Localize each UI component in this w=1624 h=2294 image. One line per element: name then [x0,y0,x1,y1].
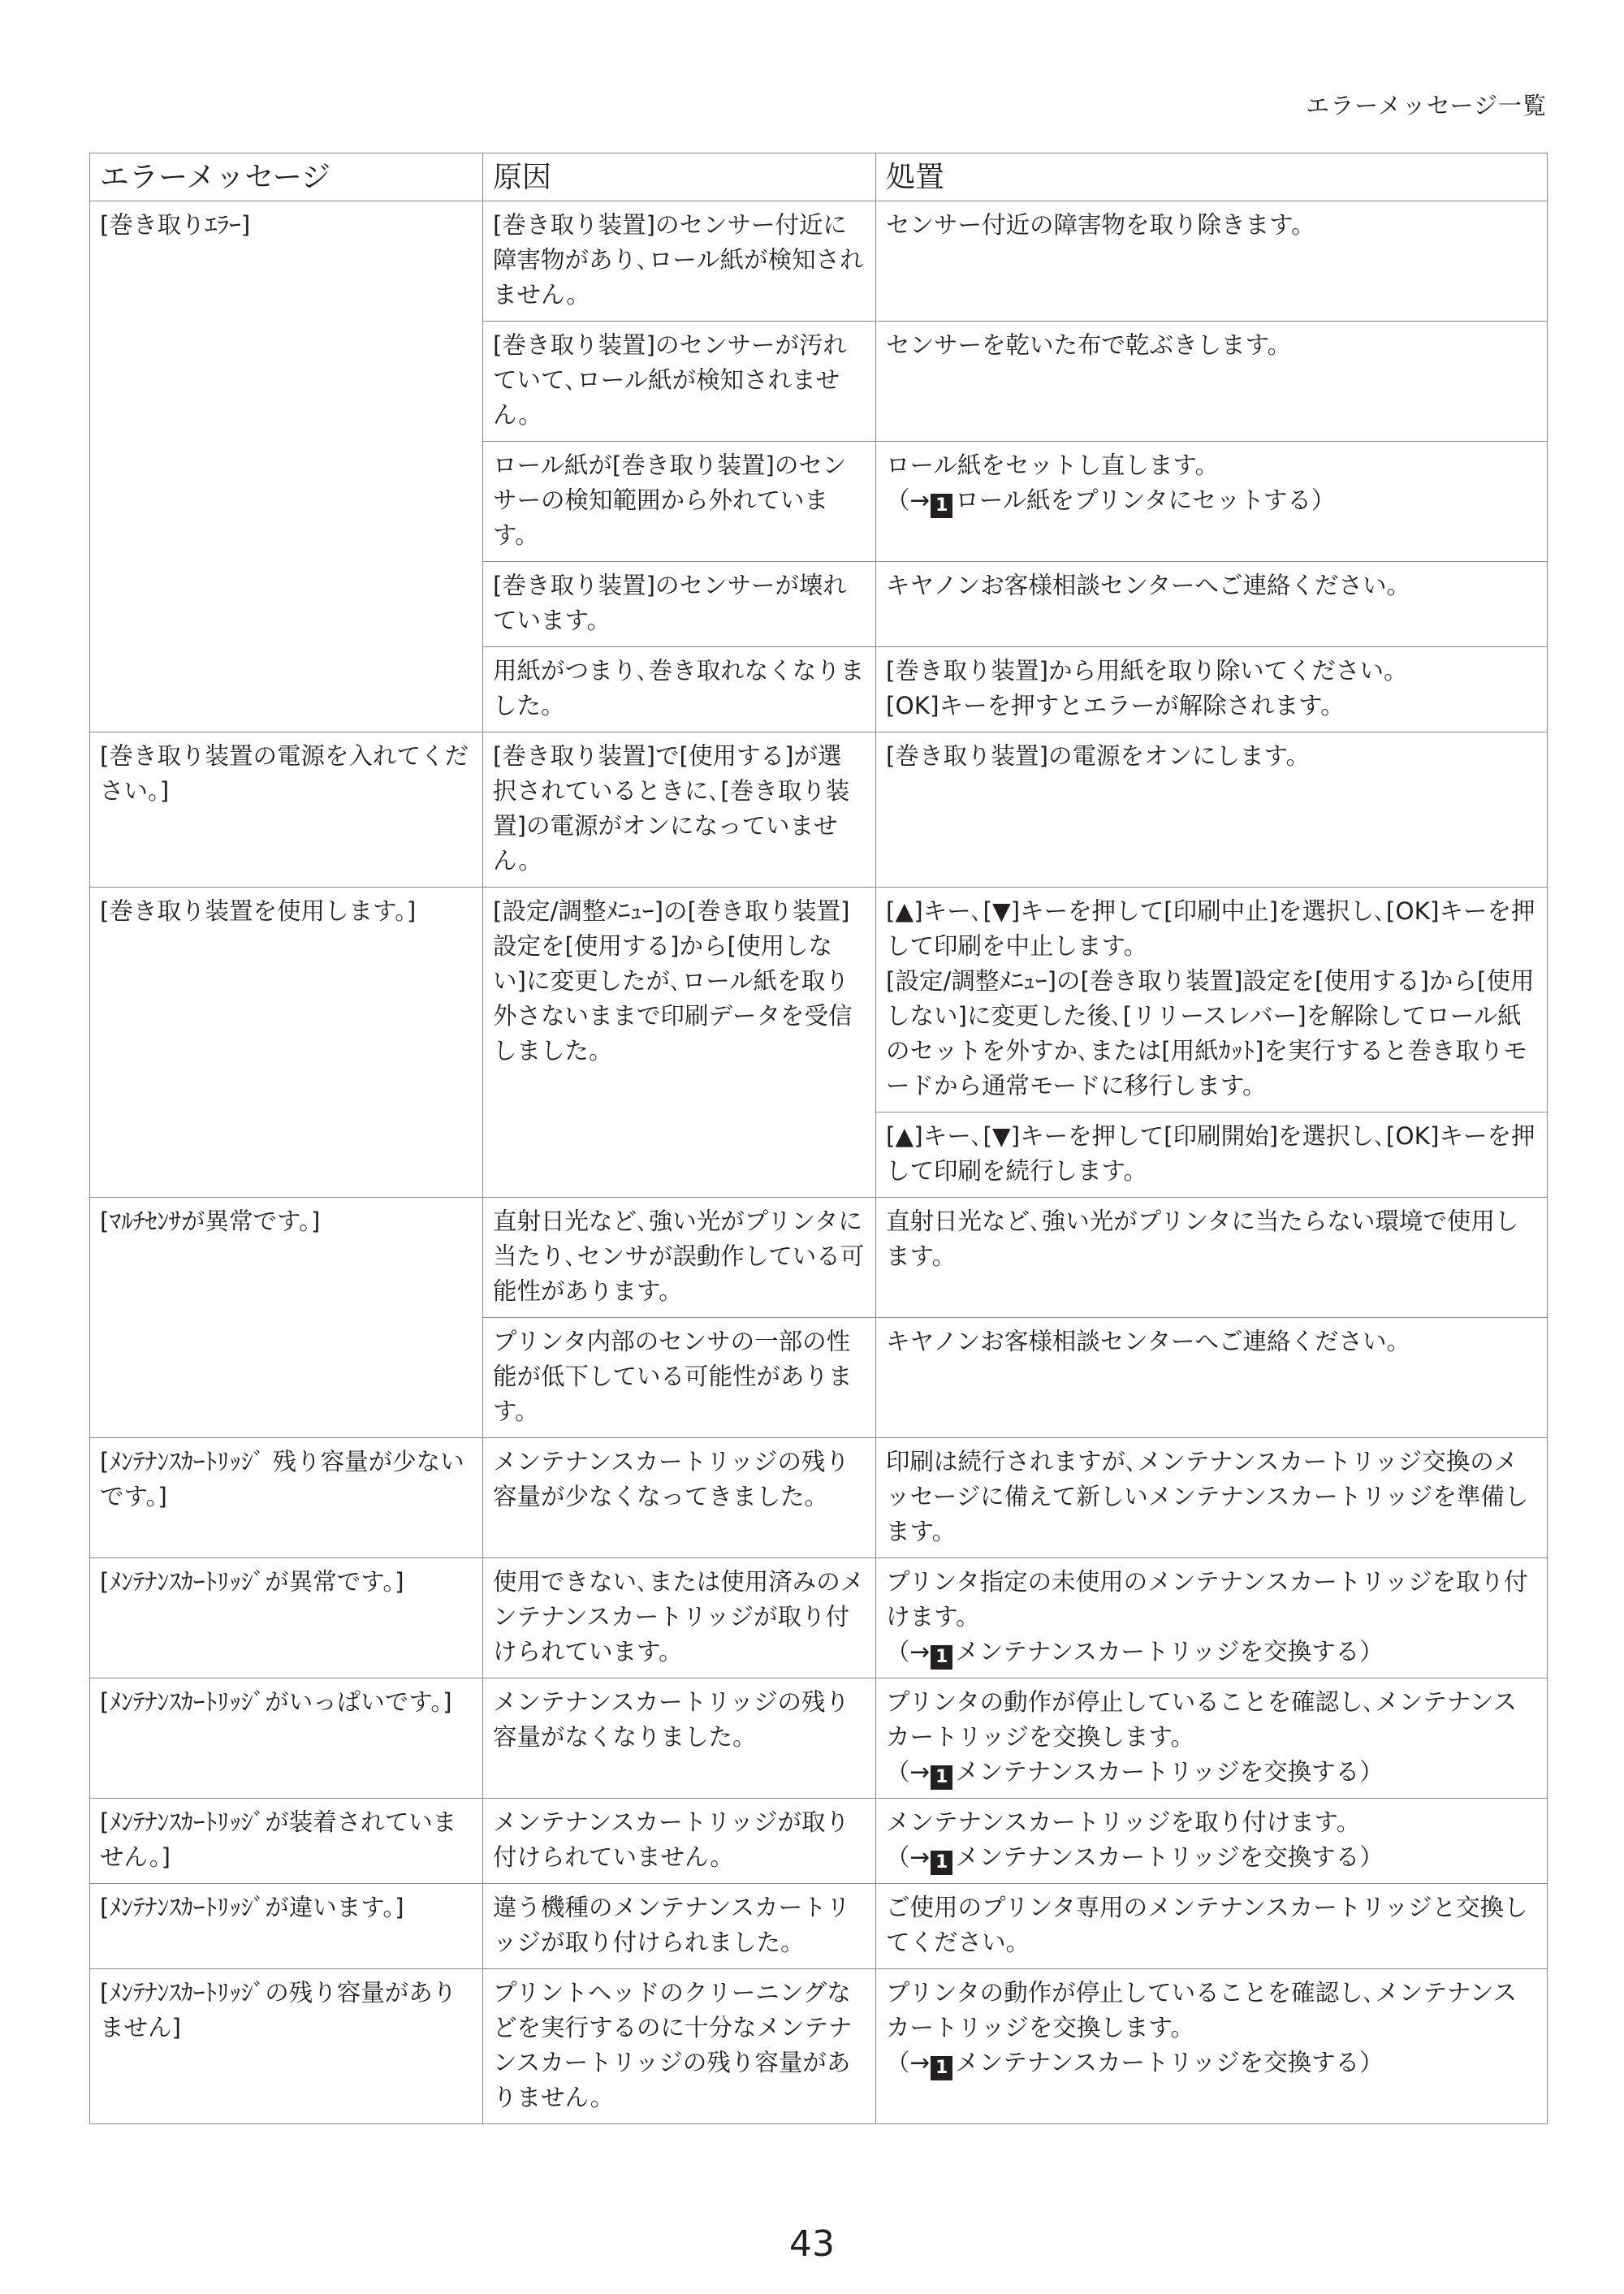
remedy-cell [876,1198,1548,1318]
error-message-cell: [巻き取り装置の電源を入れてください。] [90,732,483,888]
reference-link[interactable]: （→ 1 メンテナンスカートリッジを交換する） [886,1840,1537,1875]
remedy-line: 直射日光など､強い光がプリンタに当たらない環境で使用します。 [886,1207,1519,1270]
cause-cell: ロール紙が[巻き取り装置]のセンサーの検知範囲から外れています。 [483,442,876,562]
column-header-message: エラーメッセージ [90,153,483,201]
cause-cell: [設定/調整ﾒﾆｭｰ]の[巻き取り装置]設定を[使用する]から[使用しない]に変更したが､ロール紙を取り外さないままで印刷データを受信しました。 [483,888,876,1198]
error-message-cell: [巻き取り装置を使用します。] [90,888,483,1198]
remedy-line: ロール紙をセットし直します。 [886,451,1220,479]
cause-cell: [巻き取り装置]のセンサー付近に障害物があり､ロール紙が検知されません。 [483,201,876,322]
remedy-cell [876,1438,1548,1558]
chapter-number-icon: 1 [931,1645,952,1670]
table-row [90,1969,1548,2124]
cause-cell: [巻き取り装置]で[使用する]が選択されているときに､[巻き取り装置]の電源がオンになっていません。 [483,732,876,888]
cause-cell: メンテナンスカートリッジの残り容量がなくなりました。 [483,1678,876,1799]
error-message-cell: [ﾒﾝﾃﾅﾝｽｶｰﾄﾘｯｼﾞが違います。] [90,1884,483,1969]
reference-link[interactable]: （→ 1 ロール紙をプリンタにセットする） [886,483,1537,518]
table-header [90,153,1548,201]
cause-cell: 用紙がつまり､巻き取れなくなりました。 [483,647,876,732]
table-row [90,1884,1548,1969]
remedy-line: [巻き取り装置]の電源をオンにします。 [886,742,1311,770]
cause-cell: メンテナンスカートリッジが取り付けられていません。 [483,1799,876,1884]
remedy-line: プリンタ指定の未使用のメンテナンスカートリッジを取り付けます。 [886,1568,1528,1631]
remedy-cell [876,1884,1548,1969]
remedy-line: センサーを乾いた布で乾ぶきします。 [886,331,1292,359]
remedy-cell [876,1318,1548,1438]
table-header-row [90,153,1548,201]
error-message-cell: [ﾒﾝﾃﾅﾝｽｶｰﾄﾘｯｼﾞの残り容量がありません] [90,1969,483,2124]
remedy-line: メンテナンスカートリッジを取り付けます。 [886,1808,1361,1836]
cause-cell: メンテナンスカートリッジの残り容量が少なくなってきました。 [483,1438,876,1558]
remedy-line: ご使用のプリンタ専用のメンテナンスカートリッジと交換してください。 [886,1894,1528,1956]
error-message-table [89,153,1548,2124]
remedy-cell [876,562,1548,647]
remedy-cell [876,1799,1548,1884]
remedy-cell [876,1112,1548,1198]
remedy-line: プリンタの動作が停止していることを確認し､メンテナンスカートリッジを交換します。 [886,1979,1518,2041]
remedy-cell [876,322,1548,442]
error-message-cell: [ﾒﾝﾃﾅﾝｽｶｰﾄﾘｯｼﾞが装着されていません。] [90,1799,483,1884]
remedy-cell [876,442,1548,562]
remedy-line: 印刷は続行されますが､メンテナンスカートリッジ交換のメッセージに備えて新しいメンテナンスカートリッジを準備します。 [886,1448,1529,1545]
remedy-cell [876,732,1548,888]
remedy-line: キヤノンお客様相談センターへご連絡ください。 [886,1328,1411,1355]
remedy-line: [▲]キー､[▼]キーを押して[印刷開始]を選択し､[OK]キーを押して印刷を続行します。 [886,1122,1535,1185]
cause-cell: 直射日光など､強い光がプリンタに当たり､センサが誤動作している可能性があります。 [483,1198,876,1318]
table-row [90,888,1548,1112]
cause-cell: [巻き取り装置]のセンサーが汚れていて､ロール紙が検知されません。 [483,322,876,442]
remedy-line: [設定/調整ﾒﾆｭｰ]の[巻き取り装置]設定を[使用する]から[使用しない]に変更した後､[リリースレバー]を解除してロール紙のセットを外すか､または[用紙ｶｯﾄ]を実行すると巻き取りモードから通常モードに移行します。 [886,967,1535,1099]
page-header-title: エラーメッセージ一覧 [1306,92,1547,119]
remedy-cell [876,1558,1548,1678]
remedy-cell [876,1969,1548,2124]
reference-link[interactable]: （→ 1 メンテナンスカートリッジを交換する） [886,2046,1537,2080]
remedy-line: [▲]キー､[▼]キーを押して[印刷中止]を選択し､[OK]キーを押して印刷を中止します。 [886,897,1535,960]
remedy-cell [876,201,1548,322]
cause-cell: 違う機種のメンテナンスカートリッジが取り付けられました。 [483,1884,876,1969]
table-row [90,1558,1548,1678]
cause-cell: プリンタ内部のセンサの一部の性能が低下している可能性があります。 [483,1318,876,1438]
table-row [90,1678,1548,1799]
column-header-remedy: 処置 [876,153,1548,201]
remedy-cell [876,1678,1548,1799]
chapter-number-icon: 1 [931,1851,952,1875]
remedy-line: キヤノンお客様相談センターへご連絡ください。 [886,572,1411,599]
remedy-line: センサー付近の障害物を取り除きます。 [886,211,1315,239]
table-row [90,1438,1548,1558]
column-header-cause: 原因 [483,153,876,201]
reference-link[interactable]: （→ 1 メンテナンスカートリッジを交換する） [886,1635,1537,1670]
error-message-cell: [ﾏﾙﾁｾﾝｻが異常です。] [90,1198,483,1438]
remedy-line: [巻き取り装置]から用紙を取り除いてください。 [886,657,1408,685]
reference-link[interactable]: （→ 1 メンテナンスカートリッジを交換する） [886,1755,1537,1790]
remedy-line: [OK]キーを押すとエラーが解除されます。 [886,692,1345,719]
remedy-cell [876,647,1548,732]
table-row [90,1198,1548,1318]
page-number: 43 [789,2223,835,2265]
error-message-cell: [ﾒﾝﾃﾅﾝｽｶｰﾄﾘｯｼﾞが異常です。] [90,1558,483,1678]
cause-cell: 使用できない､または使用済みのメンテナンスカートリッジが取り付けられています。 [483,1558,876,1678]
chapter-number-icon: 1 [931,2056,952,2080]
error-message-cell: [ﾒﾝﾃﾅﾝｽｶｰﾄﾘｯｼﾞ 残り容量が少ないです。] [90,1438,483,1558]
remedy-line: プリンタの動作が停止していることを確認し､メンテナンスカートリッジを交換します。 [886,1688,1518,1751]
table-row [90,201,1548,322]
error-message-cell: [巻き取りｴﾗｰ] [90,201,483,732]
cause-cell: プリントヘッドのクリーニングなどを実行するのに十分なメンテナンスカートリッジの残り容量がありません。 [483,1969,876,2124]
error-message-cell: [ﾒﾝﾃﾅﾝｽｶｰﾄﾘｯｼﾞがいっぱいです。] [90,1678,483,1799]
table-row [90,1799,1548,1884]
chapter-number-icon: 1 [931,1765,952,1790]
cause-cell: [巻き取り装置]のセンサーが壊れています。 [483,562,876,647]
chapter-number-icon: 1 [931,494,952,518]
table-body [90,201,1548,2124]
remedy-cell [876,888,1548,1112]
table-row [90,732,1548,888]
